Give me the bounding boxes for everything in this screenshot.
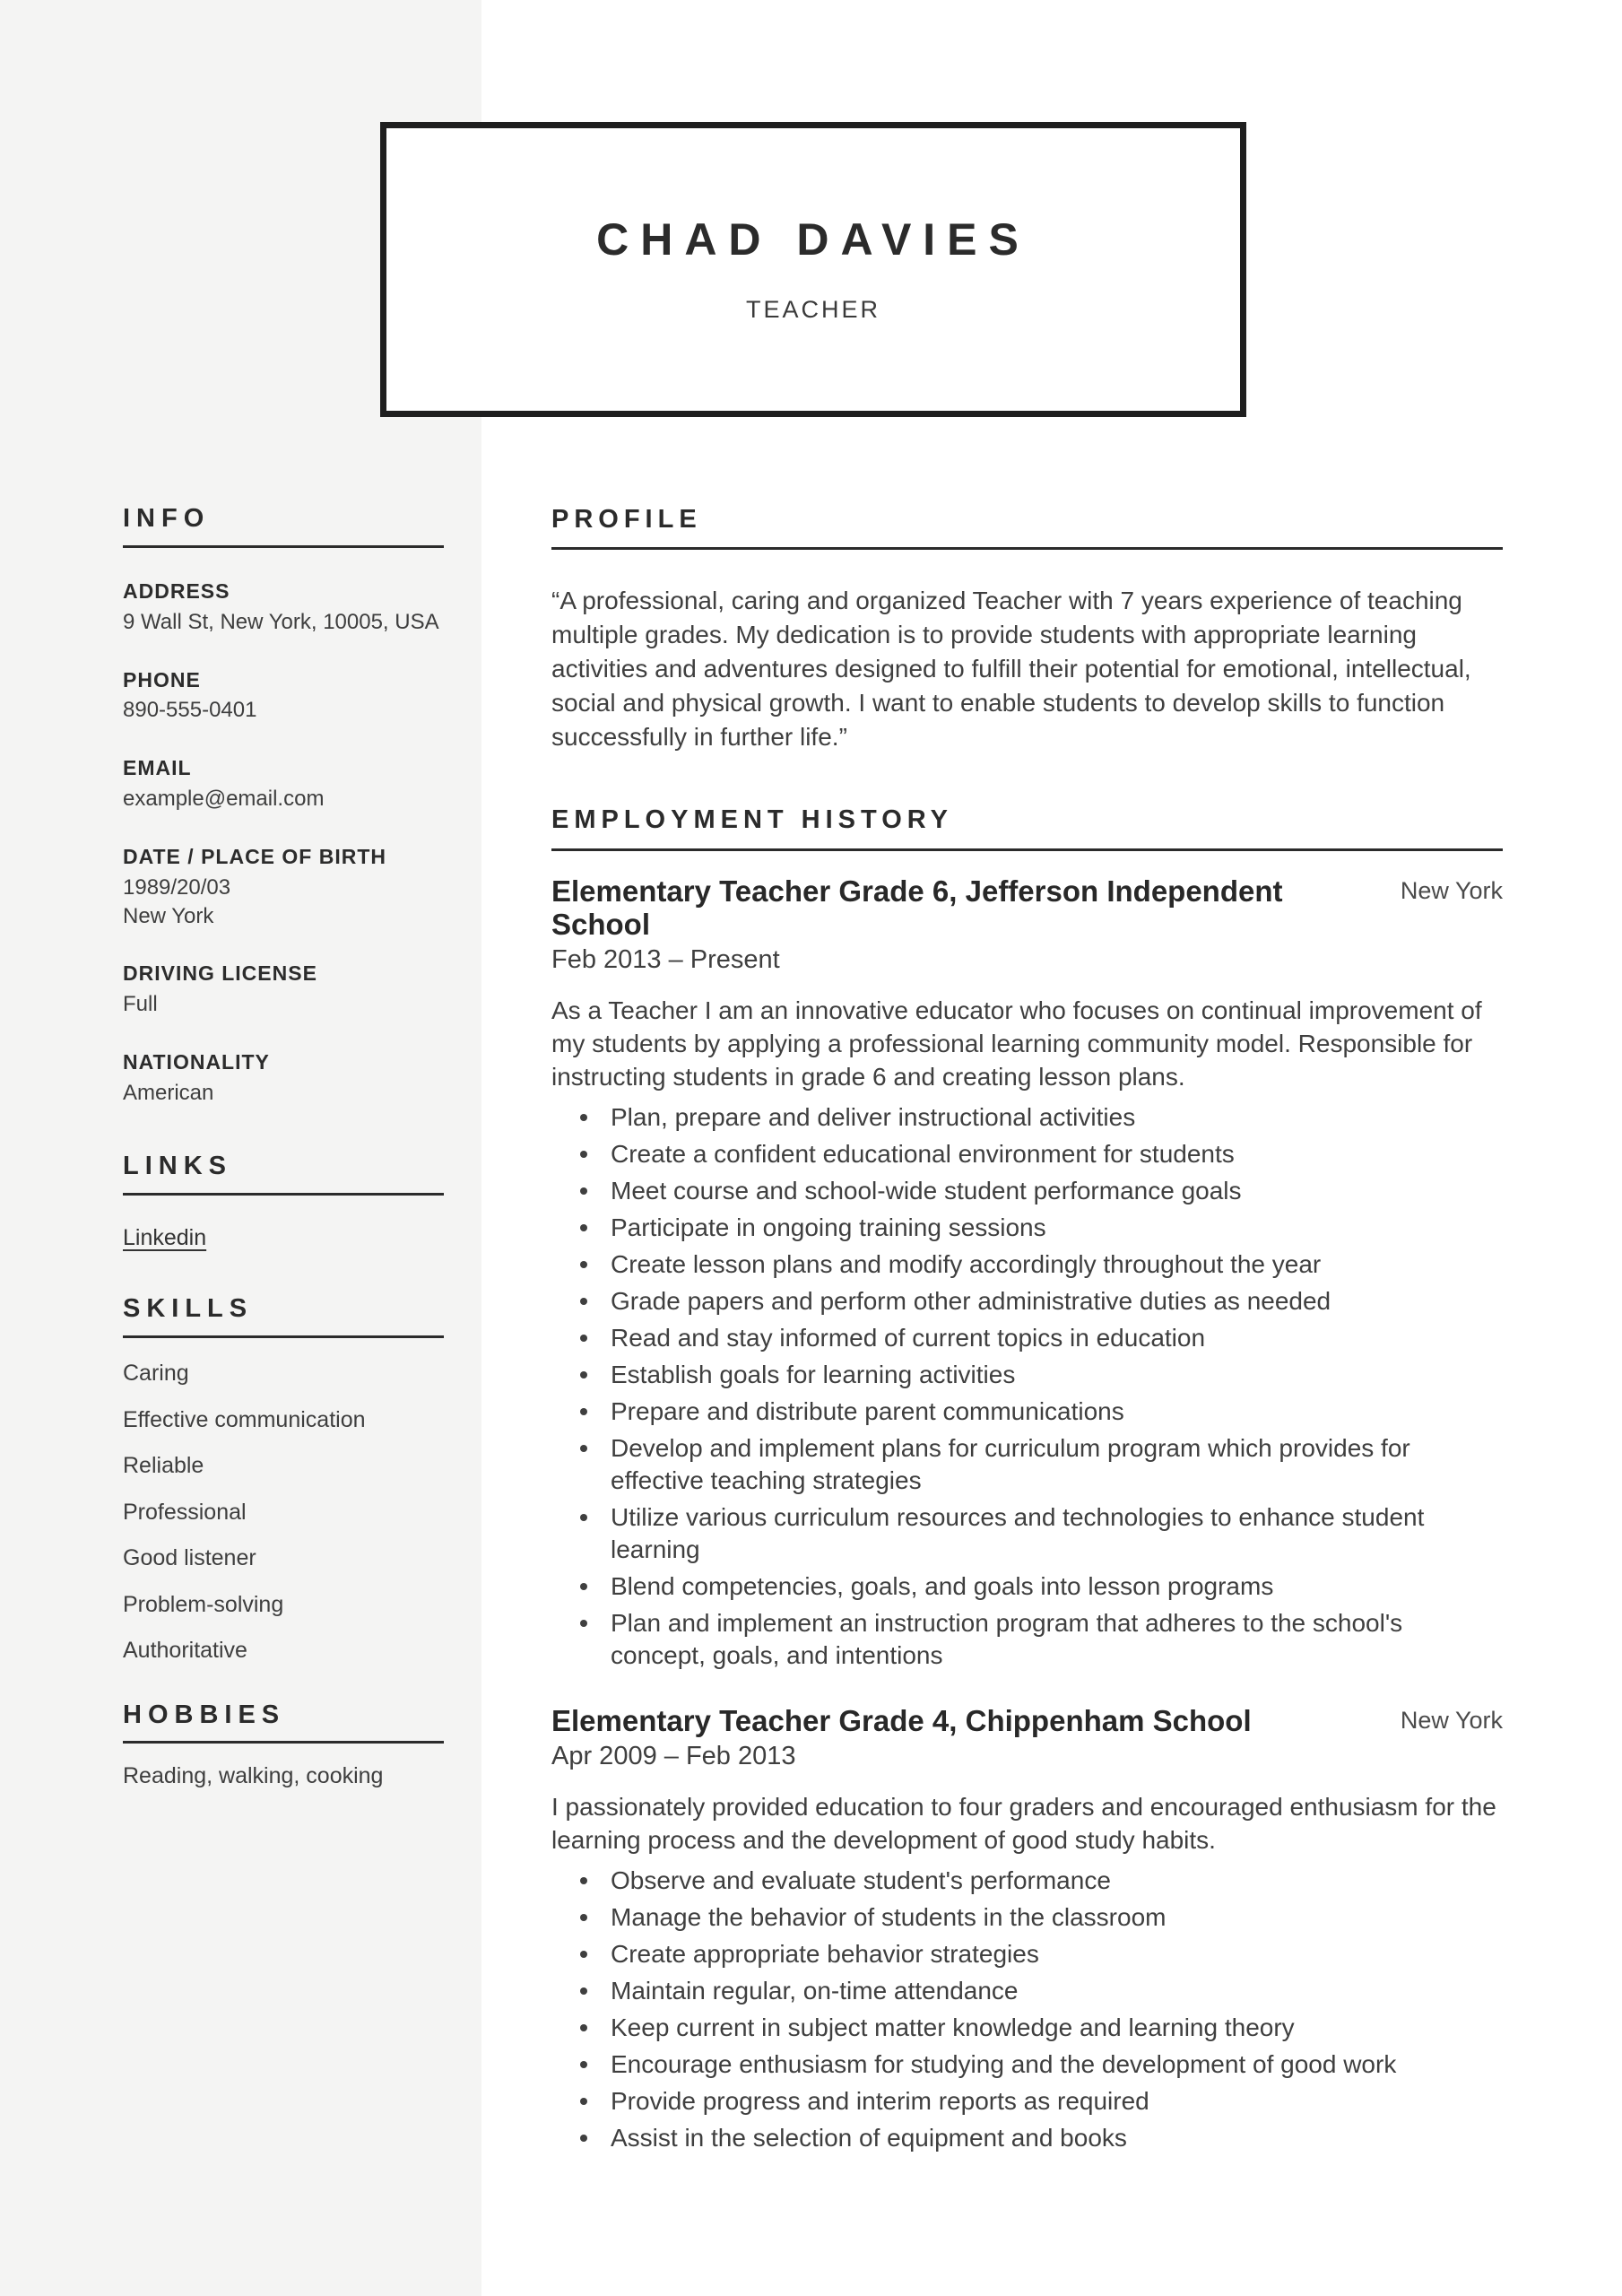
info-section [123,505,444,1108]
info-field [123,1049,444,1108]
job-entry [551,1704,1503,2154]
job-location: New York [1400,1706,1503,1734]
job-bullet: Keep current in subject matter knowledge and learning theory [551,2012,1503,2044]
job-bullet: Establish goals for learning activities [551,1359,1503,1391]
info-field-value: American [123,1080,214,1105]
info-field-label: DATE / PLACE OF BIRTH [123,844,387,868]
skill-item: Good listener [123,1545,256,1571]
employment-heading: EMPLOYMENT HISTORY [551,805,1503,850]
info-field-value: 1989/20/03 [123,874,231,900]
info-field-label: DRIVING LICENSE [123,961,317,986]
links-list [123,1226,444,1251]
job-bullet: Utilize various curriculum resources and technologies to enhance student learning [551,1501,1503,1566]
job-bullet: Meet course and school-wide student performance goals [551,1175,1503,1207]
info-field-value: 9 Wall St, New York, 10005, USA [123,609,439,634]
job-dates: Apr 2009 – Feb 2013 [551,1741,796,1770]
job-bullet: Grade papers and perform other administrative duties as needed [551,1285,1503,1318]
skill-item: Reliable [123,1453,204,1479]
links-section [123,1152,444,1250]
hobbies-text: Reading, walking, cooking [123,1763,384,1789]
job-location: New York [1400,876,1503,904]
links-heading: LINKS [123,1152,444,1196]
profile-text: “A professional, caring and organized Teacher with 7 years experience of teaching multiple grades. My dedication is to provide students with appropriate learning activities and adventures designed to fulfill their potential for emotional, intellectual, social and physical growth. I want to enable students to develop skills to function successfully in further life.” [551,587,1471,752]
skills-list [123,1361,444,1664]
job-bullet: Participate in ongoing training sessions [551,1212,1503,1244]
info-field-value: 890-555-0401 [123,698,257,723]
info-field [123,578,444,637]
job-bullet: Observe and evaluate student's performance [551,1865,1503,1897]
info-field [123,755,444,813]
info-fields [123,578,444,1108]
info-field-value: example@email.com [123,786,325,811]
job-bullet: Prepare and distribute parent communications [551,1396,1503,1428]
job-bullet: Read and stay informed of current topics in education [551,1322,1503,1354]
job-summary: I passionately provided education to four graders and encouraged enthusiasm for the learning process and the development of good study habits. [551,1792,1496,1854]
job-entry [551,874,1503,1672]
skills-heading: SKILLS [123,1295,444,1338]
info-field-label: ADDRESS [123,578,230,603]
job-header [551,1704,1503,1737]
job-summary: As a Teacher I am an innovative educator who focuses on continual improvement of my students by applying a professional learning community model. Responsible for instructing students in grade 6 and creating lesson plans. [551,996,1482,1091]
skills-section [123,1295,444,1663]
info-field-label: NATIONALITY [123,1050,270,1074]
job-bullet: Assist in the selection of equipment and books [551,2122,1503,2154]
info-field-label: PHONE [123,667,201,691]
hobbies-heading: HOBBIES [123,1701,444,1744]
skill-item: Professional [123,1499,247,1525]
info-field [123,844,444,931]
job-bullet: Encourage enthusiasm for studying and the development of good work [551,2048,1503,2081]
job-title: Elementary Teacher Grade 6, Jefferson Independent School [551,874,1283,941]
profile-section [551,505,1503,754]
hobbies-section [123,1701,444,1791]
skill-item: Effective communication [123,1406,366,1432]
job-bullet: Plan and implement an instruction program that adheres to the school's concept, goals, and intentions [551,1607,1503,1672]
job-bullet: Develop and implement plans for curriculum program which provides for effective teaching strategies [551,1432,1503,1497]
skill-item: Caring [123,1361,189,1387]
job-dates: Feb 2013 – Present [551,944,780,974]
header-box [380,122,1246,417]
main-column [551,505,1503,2154]
job-bullet: Provide progress and interim reports as required [551,2085,1503,2118]
info-field-label: EMAIL [123,756,192,780]
candidate-name: CHAD DAVIES [596,214,1030,265]
info-field-value: New York [123,903,214,928]
candidate-title: TEACHER [745,296,880,323]
job-title: Elementary Teacher Grade 4, Chippenham School [551,1703,1252,1737]
employment-section [551,805,1503,2153]
link-linkedin[interactable]: Linkedin [123,1224,207,1250]
job-bullets [551,1101,1503,1672]
job-header [551,874,1503,941]
job-bullet: Manage the behavior of students in the classroom [551,1901,1503,1934]
job-bullet: Create a confident educational environment for students [551,1138,1503,1170]
profile-heading: PROFILE [551,505,1503,550]
job-bullet: Maintain regular, on-time attendance [551,1975,1503,2007]
info-field [123,667,444,726]
skill-item: Authoritative [123,1638,247,1664]
jobs-list [551,874,1503,2154]
job-bullet: Blend competencies, goals, and goals into lesson programs [551,1570,1503,1603]
info-field-value: Full [123,992,158,1017]
job-bullet: Create appropriate behavior strategies [551,1938,1503,1970]
sidebar [123,505,444,1791]
job-bullet: Plan, prepare and deliver instructional activities [551,1101,1503,1134]
info-heading: INFO [123,505,444,548]
info-field [123,961,444,1019]
job-bullet: Create lesson plans and modify accordingly throughout the year [551,1248,1503,1281]
skill-item: Problem-solving [123,1591,284,1617]
job-bullets [551,1865,1503,2154]
